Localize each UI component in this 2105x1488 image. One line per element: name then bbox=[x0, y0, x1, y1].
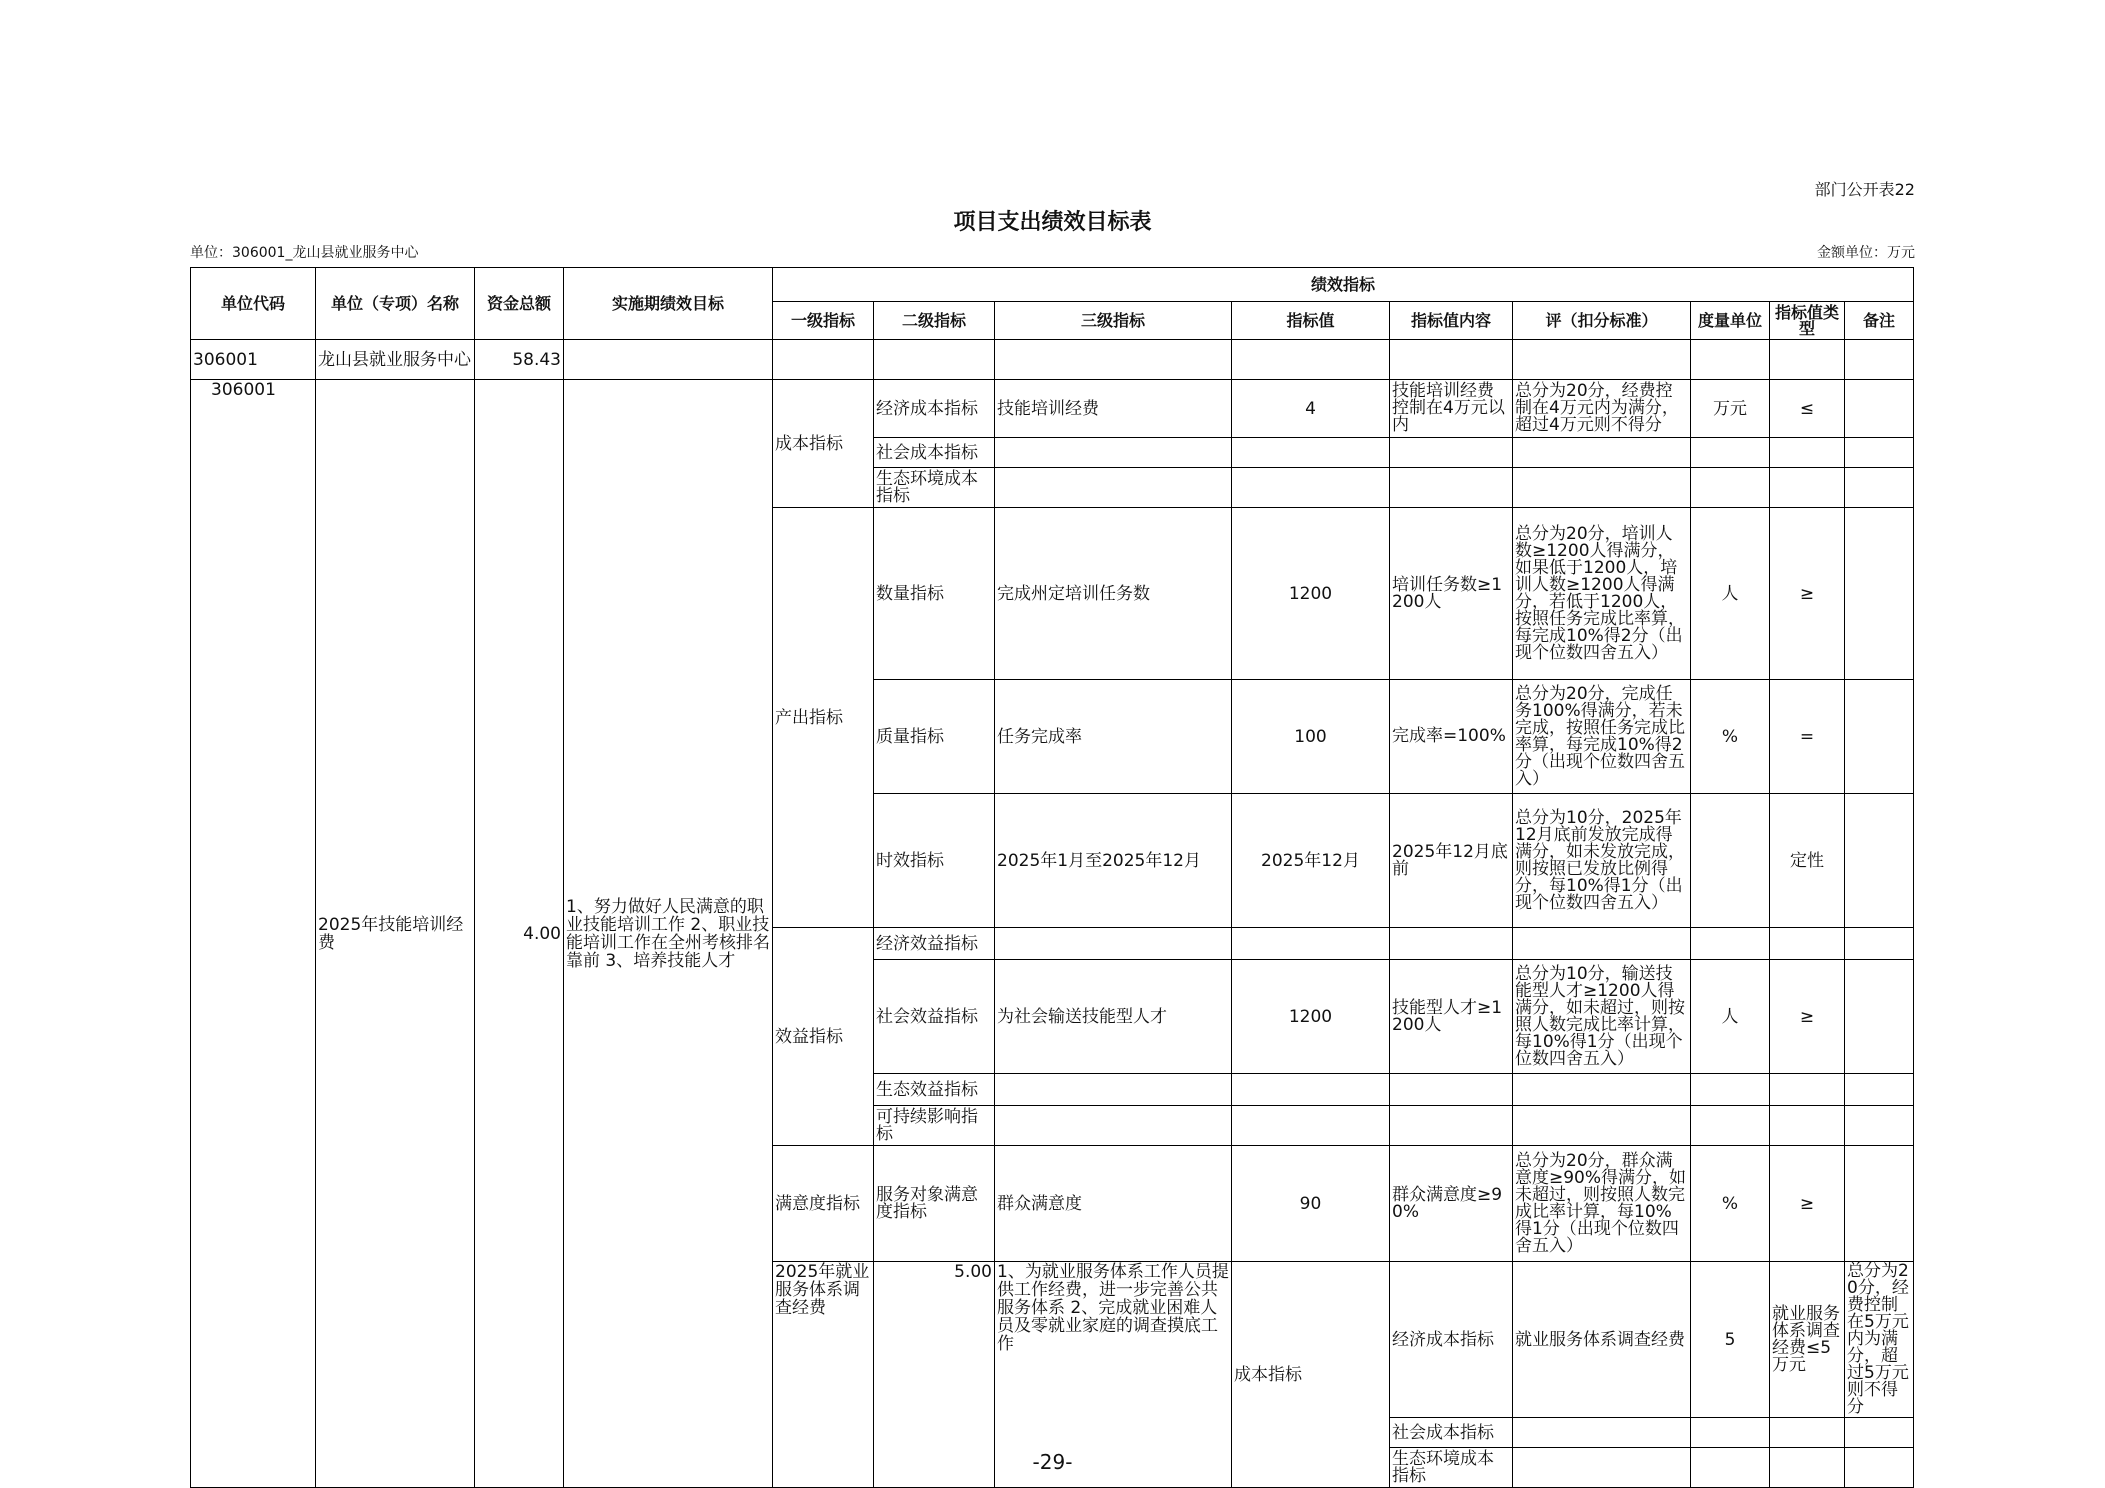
header-remark: 备注 bbox=[1845, 302, 1914, 340]
value-content-cell: 培训任务数≥1200人 bbox=[1390, 508, 1513, 680]
value-content-cell: 群众满意度≥90% bbox=[1390, 1146, 1513, 1262]
value-cell: 2025年12月 bbox=[1232, 794, 1390, 928]
scoring-cell: 总分为20分，经费控制在5万元内为满分，超过5万元则不得分 bbox=[1845, 1262, 1914, 1418]
level2-cell: 服务对象满意度指标 bbox=[874, 1146, 995, 1262]
level1-cell: 效益指标 bbox=[773, 928, 874, 1146]
measure-unit-cell: % bbox=[1691, 680, 1770, 794]
header-value-type: 指标值类型 bbox=[1770, 302, 1845, 340]
value-content-cell: 技能型人才≥1200人 bbox=[1390, 960, 1513, 1074]
level2-cell: 经济成本指标 bbox=[1390, 1262, 1513, 1418]
value-content-cell: 2025年12月底前 bbox=[1390, 794, 1513, 928]
project-goal-cell: 1、为就业服务体系工作人员提供工作经费，进一步完善公共服务体系 2、完成就业困难人员及零就业家庭的调查摸底工作 bbox=[995, 1262, 1232, 1488]
measure-unit-cell: % bbox=[1691, 1146, 1770, 1262]
level2-cell: 社会成本指标 bbox=[874, 438, 995, 468]
level2-cell: 生态环境成本指标 bbox=[1390, 1448, 1513, 1488]
header-goal: 实施期绩效目标 bbox=[564, 268, 773, 340]
header-level2: 二级指标 bbox=[874, 302, 995, 340]
document-label: 部门公开表22 bbox=[1814, 180, 1915, 199]
header-value: 指标值 bbox=[1232, 302, 1390, 340]
project-amount-cell: 4.00 bbox=[475, 380, 564, 1488]
value-type-cell: ≤ bbox=[1770, 380, 1845, 438]
level1-cell: 成本指标 bbox=[1232, 1262, 1390, 1488]
value-content-cell: 完成率=100% bbox=[1390, 680, 1513, 794]
performance-table bbox=[190, 267, 1914, 1488]
unit-label: 单位：306001_龙山县就业服务中心 bbox=[190, 245, 419, 261]
level2-cell: 质量指标 bbox=[874, 680, 995, 794]
page-title: 项目支出绩效目标表 bbox=[953, 210, 1152, 235]
value-type-cell: 定性 bbox=[1770, 794, 1845, 928]
header-value-content: 指标值内容 bbox=[1390, 302, 1513, 340]
level2-cell: 经济成本指标 bbox=[874, 380, 995, 438]
header-unit-name: 单位（专项）名称 bbox=[316, 268, 475, 340]
scoring-cell: 总分为10分，2025年12月底前发放完成得满分，如未发放完成，则按照已发放比例得分，每10%得1分（出现个位数四舍五入） bbox=[1513, 794, 1691, 928]
scoring-cell: 总分为20分，完成任务100%得满分，若未完成，按照任务完成比率算，每完成10%得2分（出现个位数四舍五入） bbox=[1513, 680, 1691, 794]
table-row bbox=[191, 380, 1914, 438]
value-type-cell: = bbox=[1770, 680, 1845, 794]
value-cell: 1200 bbox=[1232, 508, 1390, 680]
level3-cell: 2025年1月至2025年12月 bbox=[995, 794, 1232, 928]
value-content-cell: 就业服务体系调查经费≤5万元 bbox=[1770, 1262, 1845, 1418]
value-type-cell: ≥ bbox=[1770, 1146, 1845, 1262]
unit-amount-cell: 58.43 bbox=[475, 340, 564, 380]
scoring-cell: 总分为10分，输送技能型人才≥1200人得满分，如未超过，则按照人数完成比率计算，每10%得1分（出现个位数四舍五入） bbox=[1513, 960, 1691, 1074]
value-cell: 1200 bbox=[1232, 960, 1390, 1074]
level1-cell: 满意度指标 bbox=[773, 1146, 874, 1262]
level1-cell: 产出指标 bbox=[773, 508, 874, 928]
header-total-funds: 资金总额 bbox=[475, 268, 564, 340]
unit-code-cell: 306001 bbox=[191, 340, 316, 380]
header-level3: 三级指标 bbox=[995, 302, 1232, 340]
header-perf-indicator: 绩效指标 bbox=[773, 268, 1914, 302]
amount-unit-label: 金额单位：万元 bbox=[1817, 245, 1915, 261]
level2-cell: 时效指标 bbox=[874, 794, 995, 928]
measure-unit-cell: 人 bbox=[1691, 508, 1770, 680]
level3-cell: 任务完成率 bbox=[995, 680, 1232, 794]
level3-cell: 完成州定培训任务数 bbox=[995, 508, 1232, 680]
project-goal-cell: 1、努力做好人民满意的职业技能培训工作 2、职业技能培训工作在全州考核排名靠前 3、培养技能人才 bbox=[564, 380, 773, 1488]
page-number: -29- bbox=[1032, 1450, 1073, 1474]
level2-cell: 社会成本指标 bbox=[1390, 1418, 1513, 1448]
value-content-cell: 技能培训经费控制在4万元以内 bbox=[1390, 380, 1513, 438]
scoring-cell: 总分为20分，培训人数≥1200人得满分，如果低于1200人，培训人数≥1200人得满分，若低于1200人，按照任务完成比率算，每完成10%得2分（出现个位数四舍五入） bbox=[1513, 508, 1691, 680]
measure-unit-cell: 万元 bbox=[1691, 380, 1770, 438]
level2-cell: 数量指标 bbox=[874, 508, 995, 680]
level2-cell: 生态环境成本指标 bbox=[874, 468, 995, 508]
unit-name-cell: 龙山县就业服务中心 bbox=[316, 340, 475, 380]
level2-cell: 生态效益指标 bbox=[874, 1074, 995, 1106]
level2-cell: 经济效益指标 bbox=[874, 928, 995, 960]
value-cell: 4 bbox=[1232, 380, 1390, 438]
level3-cell: 为社会输送技能型人才 bbox=[995, 960, 1232, 1074]
value-cell: 100 bbox=[1232, 680, 1390, 794]
header-scoring: 评（扣分标准） bbox=[1513, 302, 1691, 340]
header-row bbox=[191, 268, 1914, 302]
value-type-cell: ≥ bbox=[1770, 960, 1845, 1074]
measure-unit-cell: 人 bbox=[1691, 960, 1770, 1074]
level2-cell: 可持续影响指标 bbox=[874, 1106, 995, 1146]
level3-cell: 群众满意度 bbox=[995, 1146, 1232, 1262]
level2-cell: 社会效益指标 bbox=[874, 960, 995, 1074]
value-type-cell: ≥ bbox=[1770, 508, 1845, 680]
project-code-cell: 306001 bbox=[191, 380, 316, 1488]
table-row bbox=[191, 340, 1914, 380]
value-cell: 5 bbox=[1691, 1262, 1770, 1418]
scoring-cell: 总分为20分，群众满意度≥90%得满分，如未超过，则按照人数完成比率计算，每10%得1分（出现个位数四舍五入） bbox=[1513, 1146, 1691, 1262]
level3-cell: 就业服务体系调查经费 bbox=[1513, 1262, 1691, 1418]
project-amount-cell: 5.00 bbox=[874, 1262, 995, 1488]
level1-cell: 成本指标 bbox=[773, 380, 874, 508]
scoring-cell: 总分为20分，经费控制在4万元内为满分，超过4万元则不得分 bbox=[1513, 380, 1691, 438]
header-measure-unit: 度量单位 bbox=[1691, 302, 1770, 340]
header-level1: 一级指标 bbox=[773, 302, 874, 340]
project-name-cell: 2025年就业服务体系调查经费 bbox=[773, 1262, 874, 1488]
value-cell: 90 bbox=[1232, 1146, 1390, 1262]
header-unit-code: 单位代码 bbox=[191, 268, 316, 340]
project-name-cell: 2025年技能培训经费 bbox=[316, 380, 475, 1488]
level3-cell: 技能培训经费 bbox=[995, 380, 1232, 438]
